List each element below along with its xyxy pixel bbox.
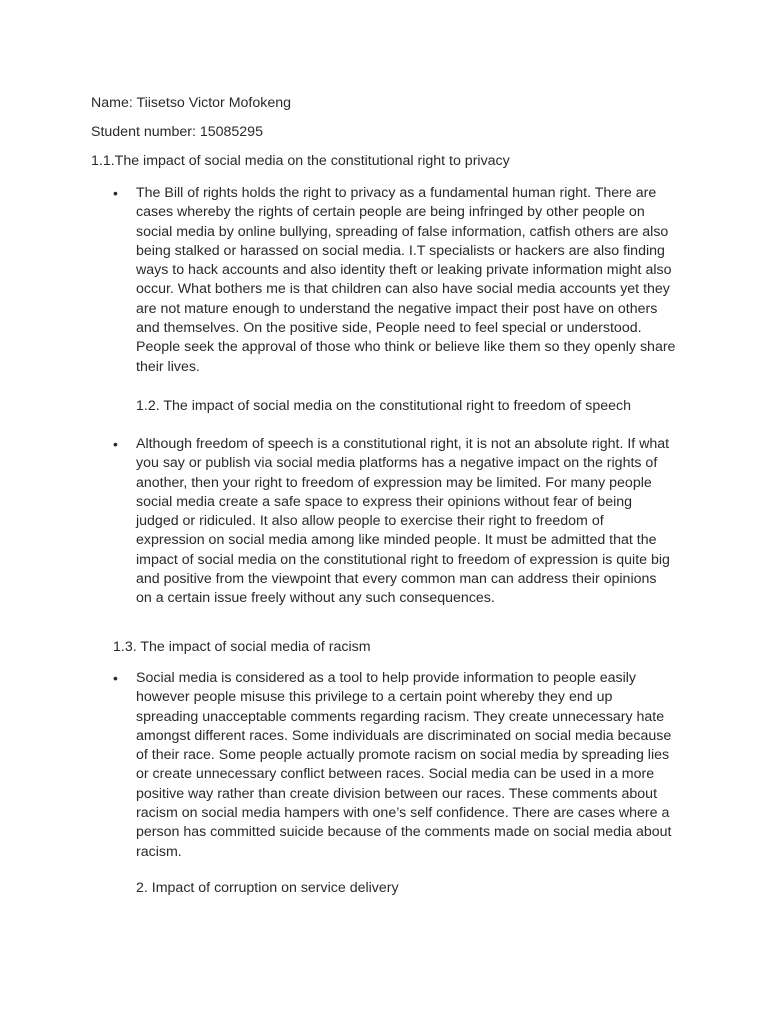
section-heading-1-3: 1.3. The impact of social media of racism	[113, 639, 371, 655]
paragraph-freedom-of-speech: Although freedom of speech is a constitutional right, it is not an absolute right. If what you say or publish via social media platforms has a negative impact on the rights of another, then your right to freedom of expression may be limited. For many people social media create a safe space to express their opinions without fear of being judged or ridiculed. It also allow people to exercise their right to freedom of expression on social media among like minded people. It must be admitted that the impact of social media on the constitutional right to freedom of expression is quite big and positive from the viewpoint that every common man can address their opinions on a certain issue freely without any such consequences.	[136, 436, 670, 607]
bullet-icon: •	[113, 185, 118, 201]
section-heading-2: 2. Impact of corruption on service delivery	[136, 880, 399, 896]
bullet-icon: •	[113, 436, 118, 452]
paragraph-racism: Social media is considered as a tool to help provide information to people easily however people misuse this privilege to a certain point whereby they end up spreading unacceptable comments regarding racism. They create unnecessary hate amongst different races. Some individuals are discriminated on social media because of their race. Some people actually promote racism on social media by spreading lies or create unnecessary conflict between races. Social media can be used in a more positive way rather than create division between our races. These comments about racism on social media hampers with one’s self confidence. There are cases where a person has committed suicide because of the comments made on social media about racism.	[136, 670, 672, 860]
paragraph-privacy: The Bill of rights holds the right to privacy as a fundamental human right. There are cases whereby the rights of certain people are being infringed by other people on social media by online bullying, spreading of false information, catfish others are also being stalked or harassed on social media. I.T specialists or hackers are also finding ways to hack accounts and also identity theft or leaking private information might also occur. What bothers me is that children can also have social media accounts yet they are not mature enough to understand the negative impact their post have on others and themselves. On the positive side, People need to feel special or understood. People seek the approval of those who think or believe like them so they openly share their lives.	[136, 185, 676, 375]
section-heading-1-1: 1.1.The impact of social media on the constitutional right to privacy	[91, 153, 510, 169]
student-number: Student number: 15085295	[91, 124, 263, 140]
section-heading-1-2: 1.2. The impact of social media on the constitutional right to freedom of speech	[136, 398, 632, 414]
bullet-icon: •	[113, 670, 118, 686]
student-name: Name: Tiisetso Victor Mofokeng	[91, 95, 292, 111]
